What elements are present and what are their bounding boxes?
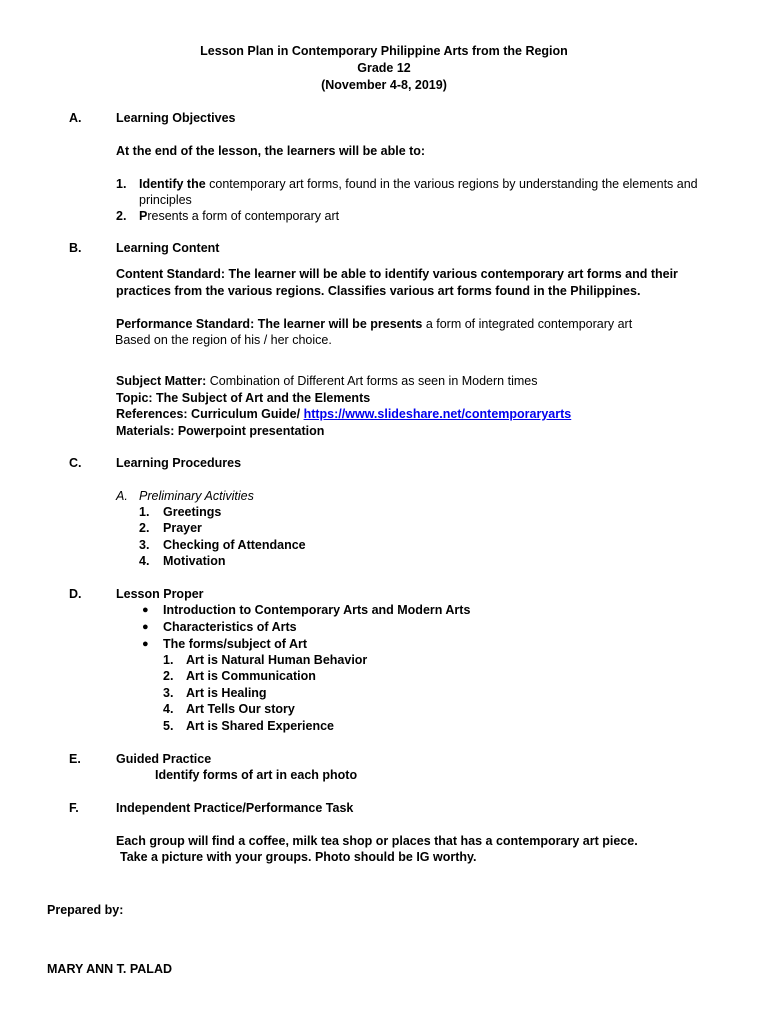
section-a-title: Learning Objectives <box>116 111 236 125</box>
bullet-icon: ● <box>142 621 149 633</box>
procedure-2-number: 2. <box>139 521 150 535</box>
guided-practice-text: Identify forms of art in each photo <box>155 768 358 782</box>
art-form-3-text: Art is Healing <box>186 686 267 700</box>
date-label: (November 4-8, 2019) <box>321 78 447 92</box>
bullet-icon: ● <box>142 604 149 616</box>
bullet-icon: ● <box>142 638 149 650</box>
section-a-letter: A. <box>69 111 82 125</box>
procedure-1-text: Greetings <box>163 505 222 519</box>
art-form-1-number: 1. <box>163 653 174 667</box>
subject-matter-label: Subject Matter: <box>116 374 207 388</box>
performance-task-line-2: Take a picture with your groups. Photo should be IG worthy. <box>120 850 477 864</box>
lesson-bullet-3: The forms/subject of Art <box>163 637 307 651</box>
objective-2-number: 2. <box>116 209 127 223</box>
procedure-3-number: 3. <box>139 538 150 552</box>
content-standard-line-2: practices from the various regions. Classifies various art forms found in the Philippines. <box>116 284 641 298</box>
objective-2-text: resents a form of contemporary art <box>147 209 340 223</box>
topic-line: Topic: The Subject of Art and the Elements <box>116 391 371 405</box>
section-e-letter: E. <box>69 752 81 766</box>
objective-1-text: contemporary art forms, found in the various regions by understanding the elements and <box>205 177 698 191</box>
art-form-5-number: 5. <box>163 719 174 733</box>
art-form-3-number: 3. <box>163 686 174 700</box>
procedure-4-number: 4. <box>139 554 150 568</box>
section-b-letter: B. <box>69 241 82 255</box>
objective-1-lead: Identify the <box>139 177 206 191</box>
procedure-2-text: Prayer <box>163 521 202 535</box>
section-c-title: Learning Procedures <box>116 456 242 470</box>
section-e-title: Guided Practice <box>116 752 212 766</box>
art-form-5-text: Art is Shared Experience <box>186 719 334 733</box>
subsection-a-letter: A. <box>116 489 128 503</box>
materials-line: Materials: Powerpoint presentation <box>116 424 325 438</box>
references-label: References: Curriculum Guide/ <box>116 407 304 421</box>
objective-2-lead: P <box>139 209 148 223</box>
art-form-2-text: Art is Communication <box>186 669 316 683</box>
performance-standard-line-2: Based on the region of his / her choice. <box>115 333 332 347</box>
section-d-title: Lesson Proper <box>116 587 204 601</box>
section-f-letter: F. <box>69 801 79 815</box>
objectives-intro: At the end of the lesson, the learners will be able to: <box>116 144 426 158</box>
performance-standard-label: Performance Standard: The learner will be presents <box>116 317 423 331</box>
performance-standard-text: a form of integrated contemporary art <box>422 317 633 331</box>
art-form-1-text: Art is Natural Human Behavior <box>186 653 368 667</box>
art-form-4-text: Art Tells Our story <box>186 702 295 716</box>
performance-standard <box>116 316 632 332</box>
grade-label: Grade 12 <box>357 61 411 75</box>
section-d-letter: D. <box>69 587 82 601</box>
prepared-by-label: Prepared by: <box>47 903 124 917</box>
objective-2 <box>139 208 339 224</box>
subject-matter <box>116 373 537 389</box>
objective-1-continuation: principles <box>139 193 192 207</box>
content-standard-line-1: Content Standard: The learner will be able to identify various contemporary art forms and their <box>116 267 678 281</box>
objective-1-number: 1. <box>116 177 127 191</box>
subsection-a-title: Preliminary Activities <box>139 489 254 503</box>
lesson-bullet-2: Characteristics of Arts <box>163 620 297 634</box>
references-link[interactable]: https://www.slideshare.net/contemporaryarts <box>303 407 572 421</box>
references-line <box>116 406 571 422</box>
procedure-4-text: Motivation <box>163 554 226 568</box>
section-c-letter: C. <box>69 456 82 470</box>
art-form-2-number: 2. <box>163 669 174 683</box>
procedure-3-text: Checking of Attendance <box>163 538 306 552</box>
document-title: Lesson Plan in Contemporary Philippine Arts from the Region <box>200 44 568 58</box>
preparer-name: MARY ANN T. PALAD <box>47 962 172 976</box>
procedure-1-number: 1. <box>139 505 150 519</box>
section-f-title: Independent Practice/Performance Task <box>116 801 354 815</box>
performance-task-line-1: Each group will find a coffee, milk tea shop or places that has a contemporary art piece. <box>116 834 638 848</box>
section-b-title: Learning Content <box>116 241 220 255</box>
lesson-bullet-1: Introduction to Contemporary Arts and Modern Arts <box>163 603 471 617</box>
subject-matter-text: Combination of Different Art forms as seen in Modern times <box>206 374 538 388</box>
art-form-4-number: 4. <box>163 702 174 716</box>
objective-1 <box>139 176 698 192</box>
